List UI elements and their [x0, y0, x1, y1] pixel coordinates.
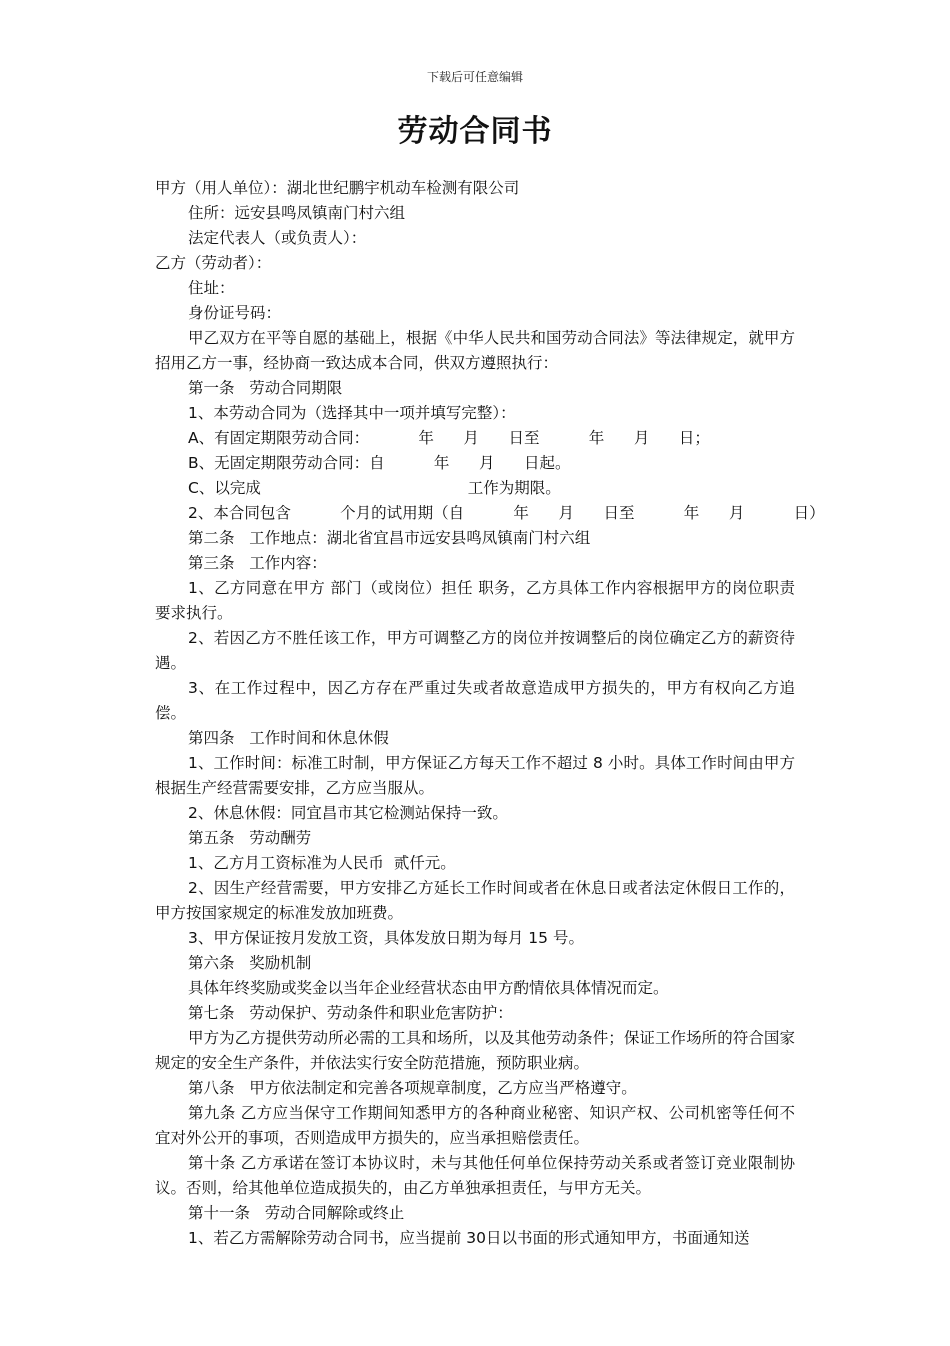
- article-4-item-2: 2、休息休假：同宜昌市其它检测站保持一致。: [188, 804, 508, 822]
- document-title: 劳动合同书: [397, 114, 553, 149]
- contract-body: [155, 176, 825, 1251]
- party-a-address: 住所：远安县鸣凤镇南门村六组: [188, 204, 406, 222]
- preamble-paragraph: 甲乙双方在平等自愿的基础上，根据《中华人民共和国劳动合同法》等法律规定，就甲方招用乙方一事，经协商一致达成本合同，供双方遵照执行：: [155, 329, 795, 372]
- article-5-item-3: 3、甲方保证按月发放工资，具体发放日期为每月 15 号。: [188, 929, 584, 947]
- article-10: 第十条 乙方承诺在签订本协议时，未与其他任何单位保持劳动关系或者签订竞业限制协议。否则，给其他单位造成损失的，由乙方单独承担责任，与甲方无关。: [155, 1154, 795, 1197]
- article-5-heading: 第五条 劳动酬劳: [188, 829, 312, 847]
- article-9: 第九条 乙方应当保守工作期间知悉甲方的各种商业秘密、知识产权、公司机密等任何不宜对外公开的事项，否则造成甲方损失的，应当承担赔偿责任。: [155, 1104, 795, 1147]
- article-1-item-1: 1、本劳动合同为（选择其中一项并填写完整）：: [188, 404, 516, 422]
- article-2-heading: 第二条 工作地点：湖北省宜昌市远安县鸣凤镇南门村六组: [188, 529, 591, 547]
- article-3-item-1: 1、乙方同意在甲方 部门（或岗位）担任 职务，乙方具体工作内容根据甲方的岗位职责要求执行。: [155, 579, 795, 622]
- article-6-text: 具体年终奖励或奖金以当年企业经营状态由甲方酌情依具体情况而定。: [188, 979, 669, 997]
- article-11-heading: 第十一条 劳动合同解除或终止: [188, 1204, 405, 1222]
- article-3-item-3: 3、在工作过程中，因乙方存在严重过失或者故意造成甲方损失的，甲方有权向乙方追偿。: [155, 679, 795, 722]
- article-3-item-2: 2、若因乙方不胜任该工作，甲方可调整乙方的岗位并按调整后的岗位确定乙方的薪资待遇。: [155, 629, 795, 672]
- article-4-heading: 第四条 工作时间和休息休假: [188, 729, 389, 747]
- party-a-representative: 法定代表人（或负责人）：: [188, 229, 367, 247]
- article-11-item-1: 1、若乙方需解除劳动合同书，应当提前 30日以书面的形式通知甲方，书面通知送: [188, 1229, 750, 1247]
- article-5-item-1: 1、乙方月工资标准为人民币 贰仟元。: [188, 854, 456, 872]
- article-5-item-2: 2、因生产经营需要，甲方安排乙方延长工作时间或者在休息日或者法定休假日工作的，甲方按国家规定的标准发放加班费。: [155, 879, 795, 922]
- article-7-text: 甲方为乙方提供劳动所必需的工具和场所，以及其他劳动条件；保证工作场所的符合国家规定的安全生产条件，并依法实行安全防范措施，预防职业病。: [155, 1029, 795, 1072]
- article-8: 第八条 甲方依法制定和完善各项规章制度，乙方应当严格遵守。: [188, 1079, 637, 1097]
- article-4-item-1: 1、工作时间：标准工时制，甲方保证乙方每天工作不超过 8 小时。具体工作时间由甲方根据生产经营需要安排，乙方应当服从。: [155, 754, 795, 797]
- article-3-heading: 第三条 工作内容：: [188, 554, 327, 572]
- article-1-option-c: C、以完成 工作为期限。: [188, 479, 561, 497]
- party-b-id-number: 身份证号码：: [188, 304, 282, 322]
- article-1-item-2: 2、本合同包含 个月的试用期（自 年 月 日至 年 月 日）: [188, 504, 825, 522]
- article-1-option-a: A、有固定期限劳动合同： 年 月 日至 年 月 日；: [188, 429, 710, 447]
- party-a-line: 甲方（用人单位）：湖北世纪鹏宇机动车检测有限公司: [155, 179, 520, 197]
- party-b-line: 乙方（劳动者）：: [155, 254, 272, 272]
- article-6-heading: 第六条 奖励机制: [188, 954, 312, 972]
- party-b-address: 住址：: [188, 279, 235, 297]
- page-header-note: 下载后可任意编辑: [426, 70, 523, 84]
- article-7-heading: 第七条 劳动保护、劳动条件和职业危害防护：: [188, 1004, 513, 1022]
- article-1-option-b: B、无固定期限劳动合同：自 年 月 日起。: [188, 454, 571, 472]
- article-1-heading: 第一条 劳动合同期限: [188, 379, 343, 397]
